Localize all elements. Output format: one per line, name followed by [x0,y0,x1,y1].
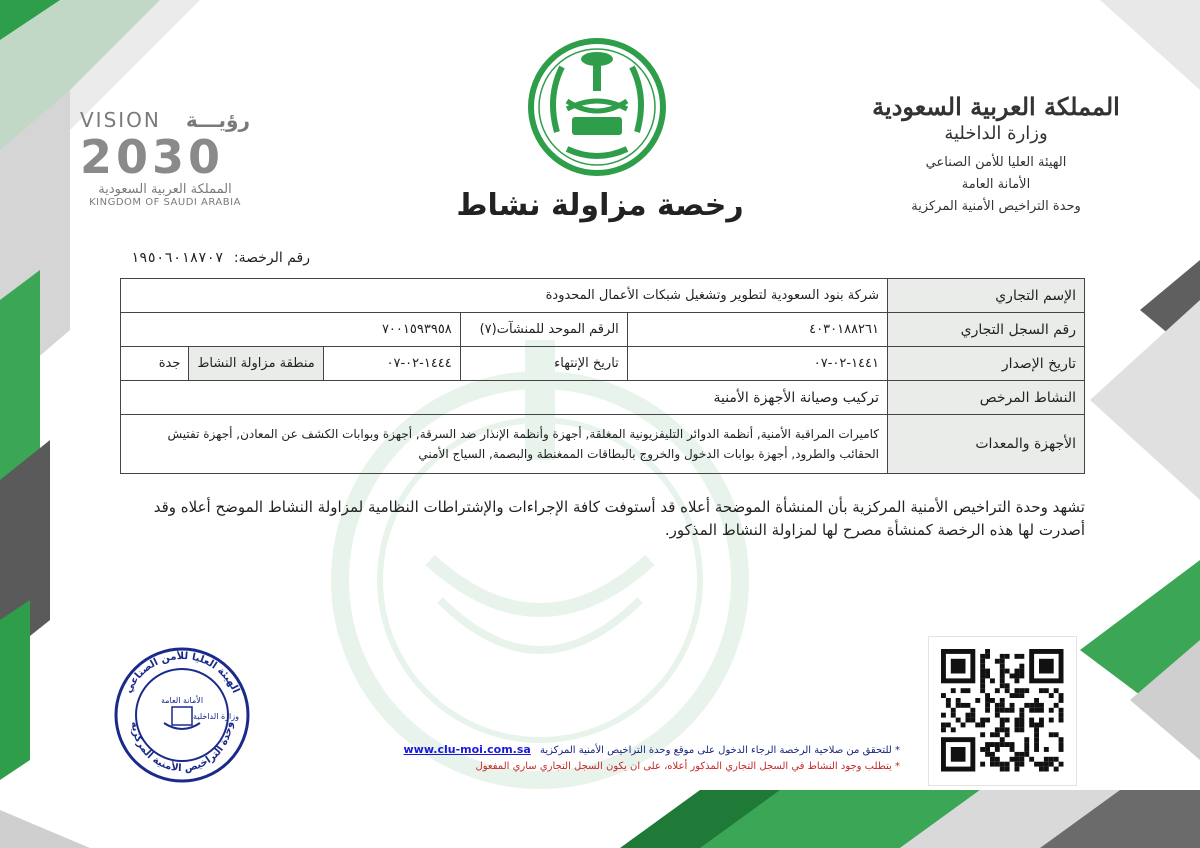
vision-en: VISION [80,108,161,132]
requirement-note: * يتطلب وجود النشاط في السجل التجاري المذكور أعلاه، على ان يكون السجل التجاري ساري المفعول [475,761,900,772]
verification-link[interactable]: www.clu-moi.com.sa [403,743,531,756]
table-row [121,313,1085,347]
unified-number-label: الرقم الموحد للمنشآت(٧) [460,313,627,347]
official-stamp [112,645,252,785]
equipment-value: كاميرات المراقبة الأمنية, أنظمة الدوائر التليفزيونية المغلقة, أجهزة وأنظمة الإنذار ضد السرقة, أجهزة وبوابات الكشف عن المعادن, أجهزة تفتيش الحقائب والطرود, أجهزة بوابات الدخول والخروج بالبطاقات الممغنطة والبصمة, السياج الأمني [121,415,888,474]
region-value: جدة [158,356,181,371]
expiry-date-value: ١٤٤٤-٠٢-٠٧ [323,347,460,381]
unit-name: وحدة التراخيص الأمنية المركزية [911,199,1081,214]
activity-value: تركيب وصيانة الأجهزة الأمنية [121,381,888,415]
table-row [121,381,1085,415]
license-number-label: رقم الرخصة: [233,250,310,266]
ministry-name: وزارة الداخلية [944,123,1048,144]
activity-label: النشاط المرخص [888,381,1085,415]
svg-text:الهيئة العليا للأمن الصناعي: الهيئة العليا للأمن الصناعي [122,650,242,695]
license-number [120,250,310,266]
region-label: منطقة مزاولة النشاط [188,347,322,380]
svg-text:وزارة الداخلية: وزارة الداخلية [193,712,239,721]
license-info-table [120,278,1085,474]
verification-note-text: * للتحقق من صلاحية الرخصة الرجاء الدخول على موقع وحدة التراخيص الأمنية المركزية [540,745,900,756]
ministry-emblem-logo [527,37,667,177]
expiry-date-label: تاريخ الإنتهاء [460,347,627,381]
certification-statement: تشهد وحدة التراخيص الأمنية المركزية بأن المنشأة الموضحة أعلاه قد أستوفت كافة الإجراءات والإشتراطات النظامية لمزاولة النشاط الموضح أعلاه وقد أصدرت لها هذه الرخصة كمنشأة مصرح لها لمزاولة النشاط المذكور. [153,498,1085,539]
cr-value: ٤٠٣٠١٨٨٢٦١ [627,313,887,347]
commercial-name-label: الإسم التجاري [888,279,1085,313]
license-number-value: ١٩٥٠٦٠١٨٧٠٧ [130,250,224,266]
vision-kingdom-ar: المملكة العربية السعودية [98,182,232,197]
svg-text:وحدة التراخيص الأمنية المركزية: وحدة التراخيص الأمنية المركزية [128,721,236,775]
vision-2030-logo [80,108,250,208]
issue-date-value: ١٤٤١-٠٢-٠٧ [627,347,887,381]
qr-code[interactable] [928,636,1077,786]
table-row [121,415,1085,474]
issue-date-label: تاريخ الإصدار [888,347,1085,381]
vision-ar: رؤيـــة [185,108,250,132]
vision-year: 2030 [80,130,225,184]
verification-note [380,742,900,759]
ministry-header [866,92,1126,218]
vision-kingdom-en: KINGDOM OF SAUDI ARABIA [89,197,241,208]
svg-text:الأمانة العامة: الأمانة العامة [160,696,204,705]
unified-number-value: ٧٠٠١٥٩٣٩٥٨ [121,313,461,347]
page-title: رخصة مزاولة نشاط [456,188,744,223]
qr-code-image [929,637,1076,785]
equipment-label: الأجهزة والمعدات [888,415,1085,474]
cr-label: رقم السجل التجاري [888,313,1085,347]
commercial-name-value: شركة بنود السعودية لتطوير وتشغيل شبكات الأعمال المحدودة [121,279,888,313]
footer-notes [380,742,900,775]
region-cell [121,347,324,381]
kingdom-name: المملكة العربية السعودية [872,92,1120,121]
secretariat-name: الأمانة العامة [961,177,1031,192]
table-row [121,279,1085,313]
authority-name: الهيئة العليا للأمن الصناعي [925,155,1067,170]
table-row [121,347,1085,381]
